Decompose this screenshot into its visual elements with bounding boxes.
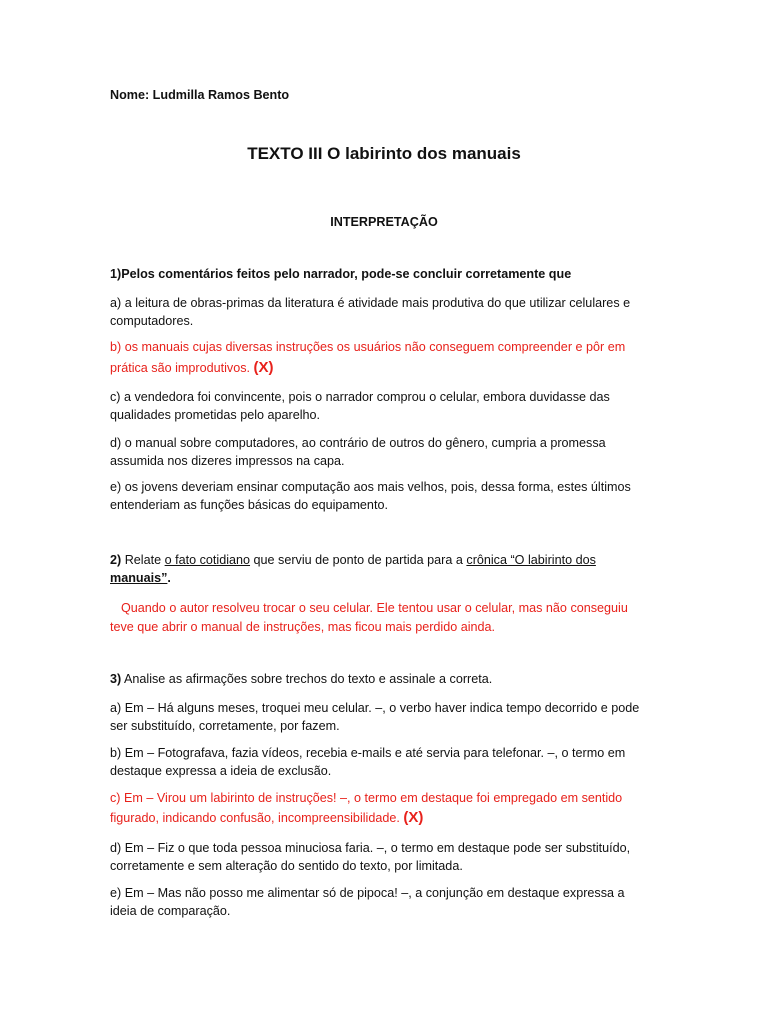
q1-option-e-line-1: e) os jovens deveriam ensinar computação aos mais velhos, pois, dessa forma, estes últimos [110,480,631,494]
q1-option-a-line-1: a) a leitura de obras-primas da literatura é atividade mais produtiva do que utilizar celulares e [110,296,631,310]
q3-option-a-line-1: a) Em – Há alguns meses, troquei meu celular. –, o verbo haver indica tempo decorrido e pode [110,701,640,715]
q2-number: 2) [110,553,122,567]
q2-text-1: Relate [121,553,165,567]
q1-selected-mark: (X) [253,359,274,376]
question-1-prompt: 1)Pelos comentários feitos pelo narrador, pode-se concluir corretamente que [110,267,572,281]
q1-option-d-line-2: assumida nos dizeres impressos na capa. [110,454,345,468]
q3-option-c-line-2 [110,809,423,827]
question-2-prompt-line-1 [110,551,596,569]
q3-option-a-line-2: ser substituído, corretamente, por fazem. [110,719,340,733]
q2-underlined-3: manuais” [110,571,168,585]
q2-text-2: que serviu de ponto de partida para a [250,553,467,567]
q1-option-a-line-2: computadores. [110,314,194,328]
q2-answer-line-2: teve que abrir o manual de instruções, mas ficou mais perdido ainda. [110,620,496,634]
question-3-prompt [110,670,492,688]
q3-option-c-text: figurado, indicando confusão, incompreensibilidade. [110,811,400,825]
q3-option-b-line-1: b) Em – Fotografava, fazia vídeos, recebia e-mails e até servia para telefonar. –, o termo em [110,746,626,760]
q2-answer-line-1: Quando o autor resolveu trocar o seu celular. Ele tentou usar o celular, mas não conseguiu [121,601,628,615]
q3-selected-mark: (X) [403,809,424,826]
q1-option-c-line-2: qualidades prometidas pelo aparelho. [110,408,321,422]
section-heading: INTERPRETAÇÃO [330,215,438,229]
q3-option-e-line-1: e) Em – Mas não posso me alimentar só de pipoca! –, a conjunção em destaque expressa a [110,886,625,900]
q1-option-c-line-1: c) a vendedora foi convincente, pois o narrador comprou o celular, embora duvidasse das [110,390,610,404]
document-title: TEXTO III O labirinto dos manuais [247,144,521,163]
question-2-prompt-line-2 [110,569,171,587]
q3-option-b-line-2: destaque expressa a ideia de exclusão. [110,764,332,778]
q1-option-b-line-1: b) os manuais cujas diversas instruções os usuários não conseguem compreender e pôr em [110,340,626,354]
q2-text-3: . [167,571,171,585]
q1-option-d-line-1: d) o manual sobre computadores, ao contrário de outros do gênero, cumpria a promessa [110,436,606,450]
q1-option-b-line-2 [110,359,274,377]
student-name: Nome: Ludmilla Ramos Bento [110,88,290,102]
q3-option-c-line-1: c) Em – Virou um labirinto de instruções! –, o termo em destaque foi empregado em sentido [110,791,623,805]
q3-number: 3) [110,672,122,686]
q3-option-e-line-2: ideia de comparação. [110,904,231,918]
q3-option-d-line-1: d) Em – Fiz o que toda pessoa minuciosa faria. –, o termo em destaque pode ser substituído, [110,841,631,855]
q3-option-d-line-2: corretamente e sem alteração do sentido do texto, por limitada. [110,859,463,873]
q2-underlined-2: crônica “O labirinto dos [466,553,596,567]
q3-prompt-text: Analise as afirmações sobre trechos do texto e assinale a correta. [121,672,493,686]
q1-option-e-line-2: entenderiam as funções básicas do equipamento. [110,498,388,512]
q2-underlined-1: o fato cotidiano [164,553,251,567]
q1-option-b-text: prática são improdutivos. [110,361,250,375]
